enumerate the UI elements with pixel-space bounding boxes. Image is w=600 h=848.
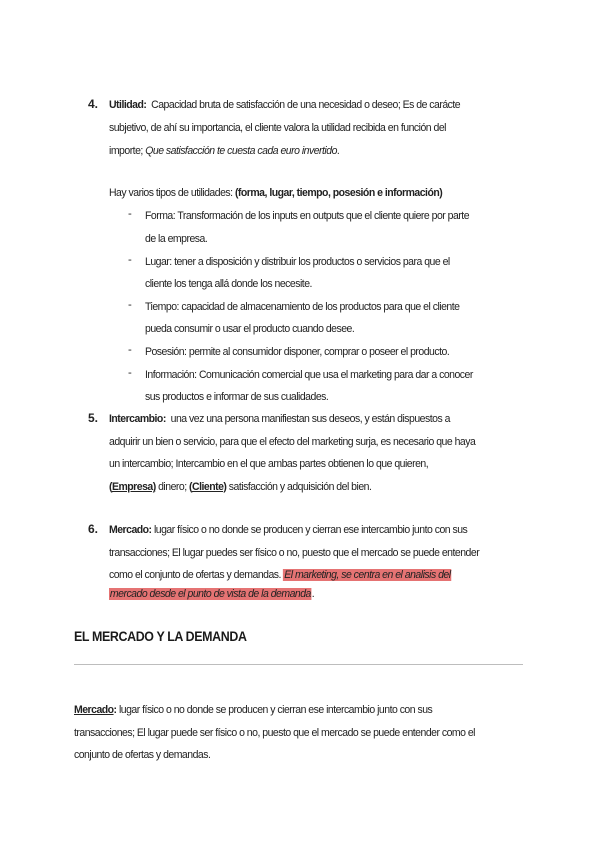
item-6-title: Mercado: [109,524,152,536]
bullet-item: Tiempo: capacidad de almacenamiento de los productos para que el cliente [145,301,460,313]
item-5-text: satisfacción y adquisición del bien. [226,481,372,493]
bullet-item: Forma: Transformación de los inputs en outputs que el cliente quiere por parte [145,210,470,222]
highlighted-text: mercado desde el punto de vista de la demanda [109,588,311,600]
item-6-text: como el conjunto de ofertas y demandas. [109,569,284,581]
paren: ( [189,481,193,493]
bullet-dash: - [128,367,132,379]
item-4-title: Utilidad: [109,99,147,111]
term-mercado: Mercado [74,704,114,716]
item-6-text: . [311,588,315,600]
bullet-item-cont: pueda consumir o usar el producto cuando desee. [145,323,355,335]
utility-types-label: Hay varios tipos de utilidades: [109,187,235,199]
term-cliente: Cliente) [192,481,227,493]
bullet-item-cont: cliente los tenga allá donde los necesite. [145,278,312,290]
item-5-line-3: un intercambio; Intercambio en el que ambas partes obtienen lo que quieren, [109,458,429,470]
item-6-line-1 [109,522,467,538]
item-6-line-3 [109,567,451,583]
bullet-dash: - [128,208,132,220]
section-paragraph-line-1 [74,702,432,718]
bullet-item-cont: sus productos e informar de sus cualidades. [145,391,329,403]
item-6-line-4 [109,586,314,602]
section-paragraph-line-3: conjunto de ofertas y demandas. [74,749,211,761]
bullet-dash: - [128,344,132,356]
item-4-line-3 [109,143,339,159]
item-5-title: Intercambio: [109,413,166,425]
item-5-text: una vez una persona manifiestan sus deseos, y están dispuestos a [170,413,450,425]
term-empresa: Empresa) [111,481,156,493]
item-4-text: importe; [109,145,146,157]
item-5-line-2: adquirir un bien o servicio, para que el efecto del marketing surja, es necesario que haya [109,436,476,448]
item-4-text: Capacidad bruta de satisfacción de una necesidad o deseo; Es de carácte [151,99,461,111]
horizontal-divider [74,664,523,665]
item-4-line-1 [109,97,460,113]
item-5-text: dinero; [155,481,190,493]
bullet-dash: - [128,299,132,311]
bullet-item-cont: de la empresa. [145,233,208,245]
item-4-italic: Que satisfacción te cuesta cada euro invertido [145,145,337,157]
utility-types-intro [109,185,442,201]
item-5-line-4 [109,479,371,495]
section-heading: EL MERCADO Y LA DEMANDA [74,629,247,644]
item-4-text: . [336,145,340,157]
highlighted-text: El marketing, se centra en el analisis del [284,569,451,581]
utility-types-list: (forma, lugar, tiempo, posesión e información) [234,187,443,199]
bullet-item: Lugar: tener a disposición y distribuir los productos o servicios para que el [145,256,450,268]
bullet-dash: - [128,254,132,266]
bullet-item: Información: Comunicación comercial que usa el marketing para dar a conocer [145,369,473,381]
item-5-line-1 [109,411,450,427]
bullet-item: Posesión: permite al consumidor disponer, comprar o poseer el producto. [145,346,450,358]
item-number: 5. [88,411,99,425]
paren: ( [109,481,112,493]
item-number: 6. [88,522,99,536]
item-6-text: lugar físico o no donde se producen y cierran ese intercambio junto con sus [153,524,468,536]
item-6-line-2: transacciones; El lugar puedes ser físico o no, puesto que el mercado se puede entender [109,547,480,559]
section-text: lugar físico o no donde se producen y cierran ese intercambio junto con sus [116,704,433,716]
section-paragraph-line-2: transacciones; El lugar puede ser físico o no, puesto que el mercado se puede entender como el [74,727,476,739]
item-number: 4. [88,97,99,111]
item-4-line-2: subjetivo, de ahí su importancia, el cliente valora la utilidad recibida en función del [109,122,446,134]
term-colon: : [113,704,117,716]
